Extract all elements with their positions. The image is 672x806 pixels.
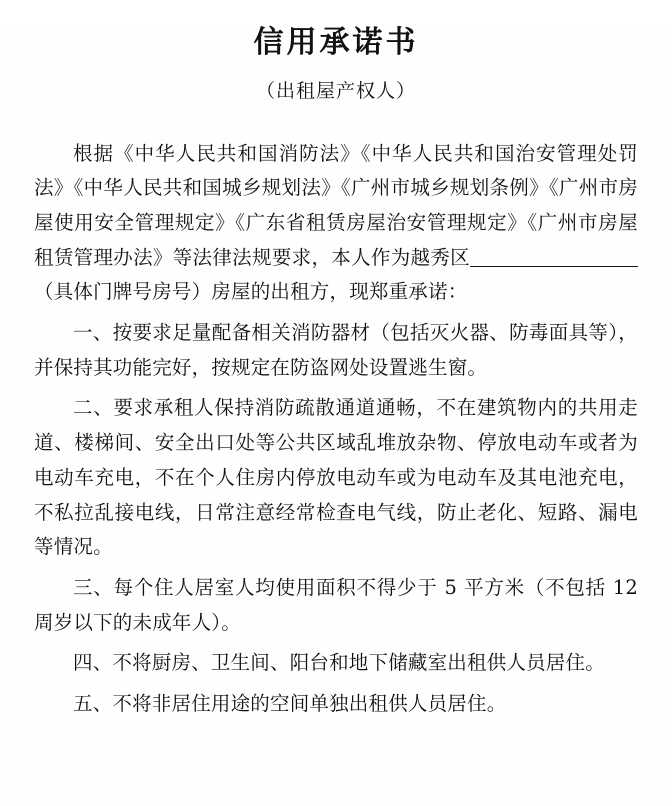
commitment-items (34, 316, 638, 722)
page-subtitle: （出租屋产权人） (255, 79, 416, 102)
commitment-item-4: 四、不将厨房、卫生间、阳台和地下储藏室出租供人员居住。 (73, 651, 605, 675)
document-body (34, 137, 638, 722)
intro-paragraph (34, 137, 638, 311)
commitment-item-5: 五、不将非居住用途的空间单独出租供人员居住。 (73, 692, 507, 716)
document-page (0, 24, 672, 806)
intro-paragraph-text: 根据《中华人民共和国消防法》《中华人民共和国治安管理处罚法》《中华人民共和国城乡规划法》《广州市城乡规划条例》《广州市房屋使用安全管理规定》《广东省租赁房屋治安管理规定》《广州市房屋租赁管理办法》等法律法规要求，本人作为越秀区 (34, 141, 638, 269)
address-blank-field[interactable] (470, 246, 638, 267)
commitment-item-3: 三、每个住人居室人均使用面积不得少于 5 平方米（不包括 12 周岁以下的未成年人）。 (34, 575, 638, 634)
commitment-item-2: 二、要求承租人保持消防疏散通道通畅，不在建筑物内的共用走道、楼梯间、安全出口处等公共区域乱堆放杂物、停放电动车或者为电动车充电，不在个人住房内停放电动车或为电动车及其电池充电，不私拉乱接电线，日常注意经常检查电气线，防止老化、短路、漏电等情况。 (34, 396, 638, 559)
page-title: 信用承诺书 (253, 25, 419, 60)
intro-paragraph-tail: （具体门牌号房号）房屋的出租方，现郑重承诺： (34, 280, 468, 304)
commitment-item-1: 一、按要求足量配备相关消防器材（包括灭火器、防毒面具等），并保持其功能完好，按规定在防盗网处设置逃生窗。 (34, 321, 638, 379)
